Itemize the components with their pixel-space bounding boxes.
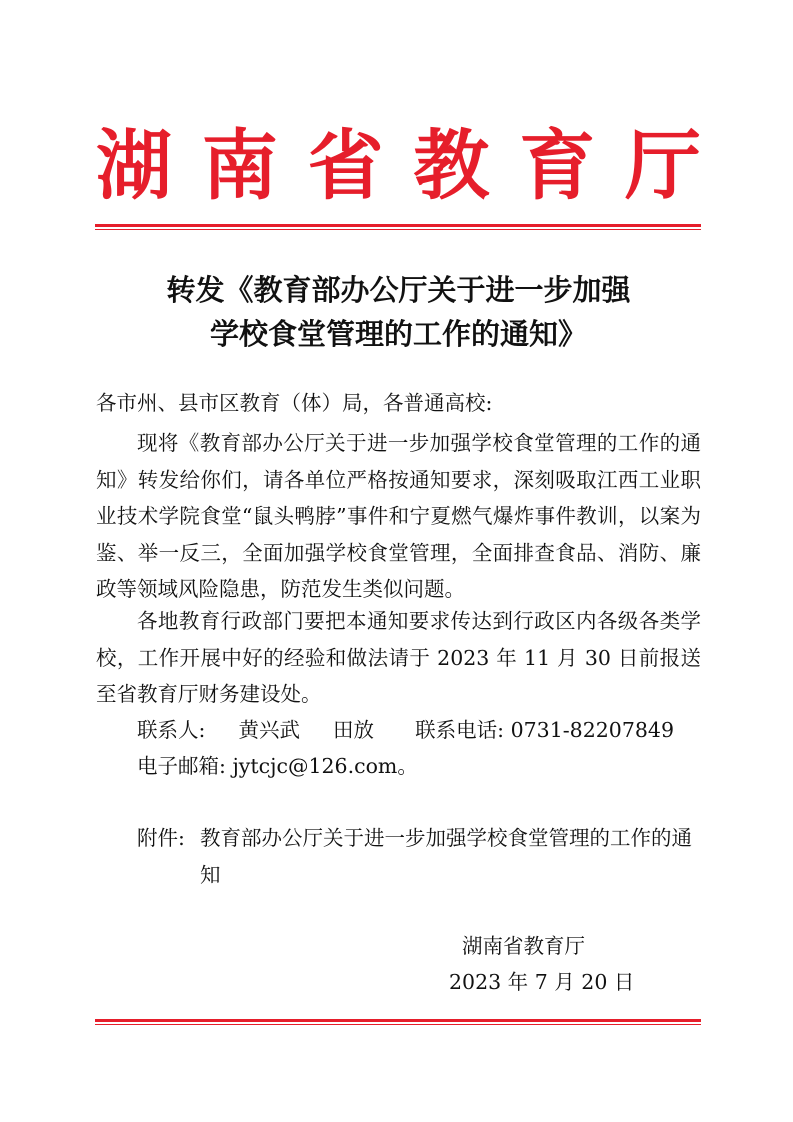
signature-org: 湖南省教育厅 <box>462 934 585 958</box>
contact-email-label: 电子邮箱: <box>137 754 226 778</box>
contact-line <box>137 712 697 749</box>
header-char: 南 <box>201 121 278 210</box>
contact-person-label: 联系人: <box>137 718 206 742</box>
contact-phone-label: 联系电话: <box>415 718 505 742</box>
salutation: 各市州、县市区教育（体）局，各普通高校: <box>96 391 493 415</box>
contact-phone: 0731-82207849 <box>510 718 675 742</box>
header-char: 省 <box>307 121 384 210</box>
email-line <box>137 748 697 785</box>
attachment-text: 教育部办公厅关于进一步加强学校食堂管理的工作的通知 <box>200 826 692 887</box>
title-line-1: 转发《教育部办公厅关于进一步加强 <box>166 273 631 307</box>
header-divider-thick <box>95 224 701 227</box>
header-char: 湖 <box>96 121 172 210</box>
paragraph-2: 各地教育行政部门要把本通知要求传达到行政区内各级各类学校，工作开展中好的经验和做法请于 2023 年 11 月 30 日前报送至省教育厅财务建设处。 <box>96 609 701 706</box>
header-char: 厅 <box>624 121 701 210</box>
attachment-label: 附件: <box>137 826 185 850</box>
title-line-2: 学校食堂管理的工作的通知》 <box>209 317 587 351</box>
header-divider-thin <box>95 229 701 230</box>
issuing-org-header <box>96 118 701 214</box>
footer-divider-thick <box>95 1019 701 1022</box>
contact-person-1: 黄兴武 <box>238 718 300 742</box>
header-char: 育 <box>519 121 596 210</box>
document-title <box>96 268 701 356</box>
contact-email: jytcjc@126.com。 <box>232 754 418 778</box>
footer-divider-thin <box>95 1024 701 1025</box>
header-char: 教 <box>413 121 490 210</box>
paragraph-1: 现将《教育部办公厅关于进一步加强学校食堂管理的工作的通知》转发给你们，请各单位严格按通知要求，深刻吸取江西工业职业技术学院食堂“鼠头鸭脖”事件和宁夏燃气爆炸事件教训，以案为鉴、举一反三，全面加强学校食堂管理，全面排查食品、消防、廉政等领域风险隐患，防范发生类似问题。 <box>96 431 701 601</box>
contact-person-2: 田放 <box>333 718 375 742</box>
signature-date: 2023 年 7 月 20 日 <box>449 970 635 994</box>
